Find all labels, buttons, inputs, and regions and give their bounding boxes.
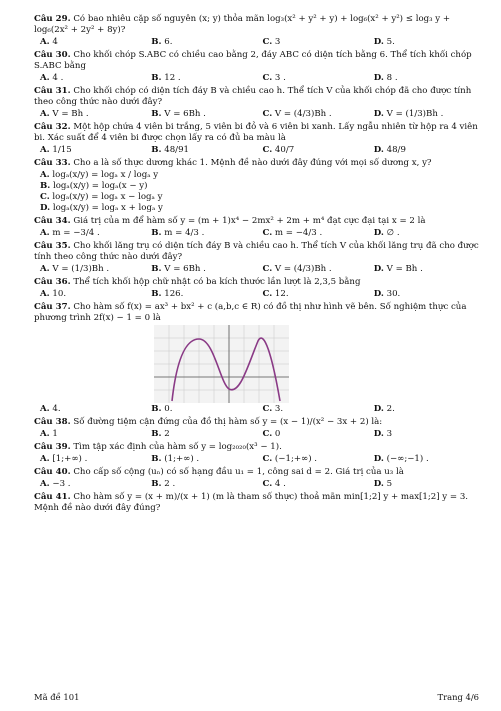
options-31 (34, 109, 479, 120)
option-b: B. 2 (151, 429, 170, 439)
question-text: Giá trị của m để hàm số y = (m + 1)x⁴ − 2mx² + 2m + m⁴ đạt cực đại tại x = 2 là (73, 216, 426, 226)
question-text: Cho a là số thực dương khác 1. Mệnh đề nào dưới đây đúng với mọi số dương x, y? (73, 158, 432, 168)
options-30 (34, 73, 479, 84)
question-label: Câu 39. (34, 442, 71, 452)
option-c: C. (−1;+∞) . (262, 454, 318, 464)
option-c: C. m = −4/3 . (262, 228, 323, 238)
option-d: D. logₐ(x/y) = logₐ x + logₐ y (40, 203, 163, 213)
page-number: Trang 4/6 (437, 692, 479, 703)
question-32 (34, 122, 479, 144)
option-c: C. 3 . (262, 73, 286, 83)
question-38 (34, 417, 479, 428)
options-35 (34, 264, 479, 275)
question-label: Câu 37. (34, 302, 71, 312)
question-label: Câu 36. (34, 277, 71, 287)
question-41 (34, 492, 479, 514)
question-label: Câu 41. (34, 492, 71, 502)
option-a: A. 4 . (40, 73, 64, 83)
option-d: D. V = (1/3)Bh . (373, 109, 444, 119)
question-text: Thể tích khối hộp chữ nhật có ba kích thước lần lượt là 2,3,5 bằng (73, 277, 361, 287)
question-label: Câu 34. (34, 216, 71, 226)
question-text: Tìm tập xác định của hàm số y = log₂₀₂₀(x³ − 1). (73, 442, 282, 452)
options-39 (34, 454, 479, 465)
question-label: Câu 40. (34, 467, 71, 477)
question-text: Một hộp chứa 4 viên bi trắng, 5 viên bi đỏ và 6 viên bi xanh. Lấy ngẫu nhiên từ hộp ra 4 viên bi. Xác suất để 4 viên bi được chọn lấy ra có đủ ba màu là (34, 122, 478, 143)
option-b: B. V = 6Bh . (151, 109, 206, 119)
option-b: B. 0. (151, 404, 173, 414)
option-d: D. (−∞;−1) . (373, 454, 429, 464)
option-a: A. 1 (40, 429, 58, 439)
question-30 (34, 50, 479, 72)
option-c: C. V = (4/3)Bh . (262, 109, 332, 119)
option-b: B. (1;+∞) . (151, 454, 200, 464)
option-d: D. 30. (373, 289, 401, 299)
option-b: B. 2 . (151, 479, 176, 489)
question-text: Cho cấp số cộng (uₙ) có số hạng đầu u₁ = 1, công sai d = 2. Giá trị của u₃ là (73, 467, 404, 477)
options-33 (34, 170, 479, 214)
question-label: Câu 29. (34, 14, 71, 24)
option-a: A. V = (1/3)Bh . (40, 264, 110, 274)
page-footer (34, 692, 479, 703)
function-graph (154, 325, 289, 403)
option-c: C. V = (4/3)Bh . (262, 264, 332, 274)
question-label: Câu 31. (34, 86, 71, 96)
options-34 (34, 228, 479, 239)
option-b: B. 6. (151, 37, 173, 47)
question-37 (34, 302, 479, 324)
exam-code: Mã đề 101 (34, 692, 80, 703)
question-39 (34, 442, 479, 453)
question-label: Câu 33. (34, 158, 71, 168)
options-29 (34, 37, 479, 48)
option-b: B. m = 4/3 . (151, 228, 205, 238)
option-b: B. 126. (151, 289, 184, 299)
option-a: A. [1;+∞) . (40, 454, 88, 464)
option-a: A. m = −3/4 . (40, 228, 100, 238)
question-35 (34, 241, 479, 263)
cubic-graph (154, 325, 289, 403)
option-b: B. 12 . (151, 73, 181, 83)
option-d: D. ∅ . (373, 228, 400, 238)
option-c: C. 4 . (262, 479, 286, 489)
option-c: C. 12. (262, 289, 289, 299)
question-text: Cho khối chóp S.ABC có chiều cao bằng 2, đáy ABC có diện tích bằng 6. Thể tích khối chóp S.ABC bằng (34, 50, 472, 71)
question-label: Câu 30. (34, 50, 71, 60)
option-a: A. −3 . (40, 479, 71, 489)
option-a: A. 4 (40, 37, 58, 47)
question-text: Cho hàm số f(x) = ax³ + bx² + c (a,b,c ∈ R) có đồ thị như hình vẽ bên. Số nghiệm thực của phương trình 2f(x) − 1 = 0 là (34, 302, 467, 323)
option-c: C. 3 (262, 37, 281, 47)
option-d: D. V = Bh . (373, 264, 423, 274)
option-b: B. 48/91 (151, 145, 190, 155)
option-a: A. 10. (40, 289, 67, 299)
option-b: B. V = 6Bh . (151, 264, 206, 274)
question-29 (34, 14, 479, 36)
option-d: D. 3 (373, 429, 393, 439)
option-a: A. logₐ(x/y) = logₐ x / logₐ y (40, 170, 159, 180)
option-a: A. 4. (40, 404, 61, 414)
option-b: B. logₐ(x/y) = logₐ(x − y) (40, 181, 148, 191)
option-d: D. 8 . (373, 73, 398, 83)
question-33 (34, 158, 479, 169)
question-label: Câu 38. (34, 417, 71, 427)
question-text: Cho khối lăng trụ có diện tích đáy B và chiều cao h. Thể tích V của khối lăng trụ đã cho được tính theo công thức nào dưới đây? (34, 241, 479, 262)
options-40 (34, 479, 479, 490)
options-36 (34, 289, 479, 300)
question-text: Số đường tiệm cận đứng của đồ thị hàm số y = (x − 1)/(x² − 3x + 2) là: (73, 417, 383, 427)
options-37 (34, 404, 479, 415)
option-d: D. 5 (373, 479, 393, 489)
question-40 (34, 467, 479, 478)
option-a: A. V = Bh . (40, 109, 89, 119)
option-c: C. logₐ(x/y) = logₐ x − logₐ y (40, 192, 163, 202)
option-a: A. 1/15 (40, 145, 72, 155)
option-c: C. 40/7 (262, 145, 295, 155)
question-36 (34, 277, 479, 288)
options-32 (34, 145, 479, 156)
question-34 (34, 216, 479, 227)
option-d: D. 5. (373, 37, 395, 47)
question-31 (34, 86, 479, 108)
question-text: Có bao nhiêu cặp số nguyên (x; y) thỏa mãn log₃(x² + y² + y) + log₆(x² + y²) ≤ log₃ y + log₆(2x² + 2y² + 8y)? (34, 14, 451, 35)
question-label: Câu 32. (34, 122, 71, 132)
option-d: D. 48/9 (373, 145, 406, 155)
question-label: Câu 35. (34, 241, 71, 251)
question-text: Cho hàm số y = (x + m)/(x + 1) (m là tham số thực) thoả mãn min[1;2] y + max[1;2] y = 3. Mệnh đề nào dưới đây đúng? (34, 492, 469, 513)
question-text: Cho khối chóp có diện tích đáy B và chiều cao h. Thể tích V của khối chóp đã cho được tính theo công thức nào dưới đây? (34, 86, 472, 107)
options-38 (34, 429, 479, 440)
option-d: D. 2. (373, 404, 395, 414)
option-c: C. 0 (262, 429, 281, 439)
option-c: C. 3. (262, 404, 284, 414)
